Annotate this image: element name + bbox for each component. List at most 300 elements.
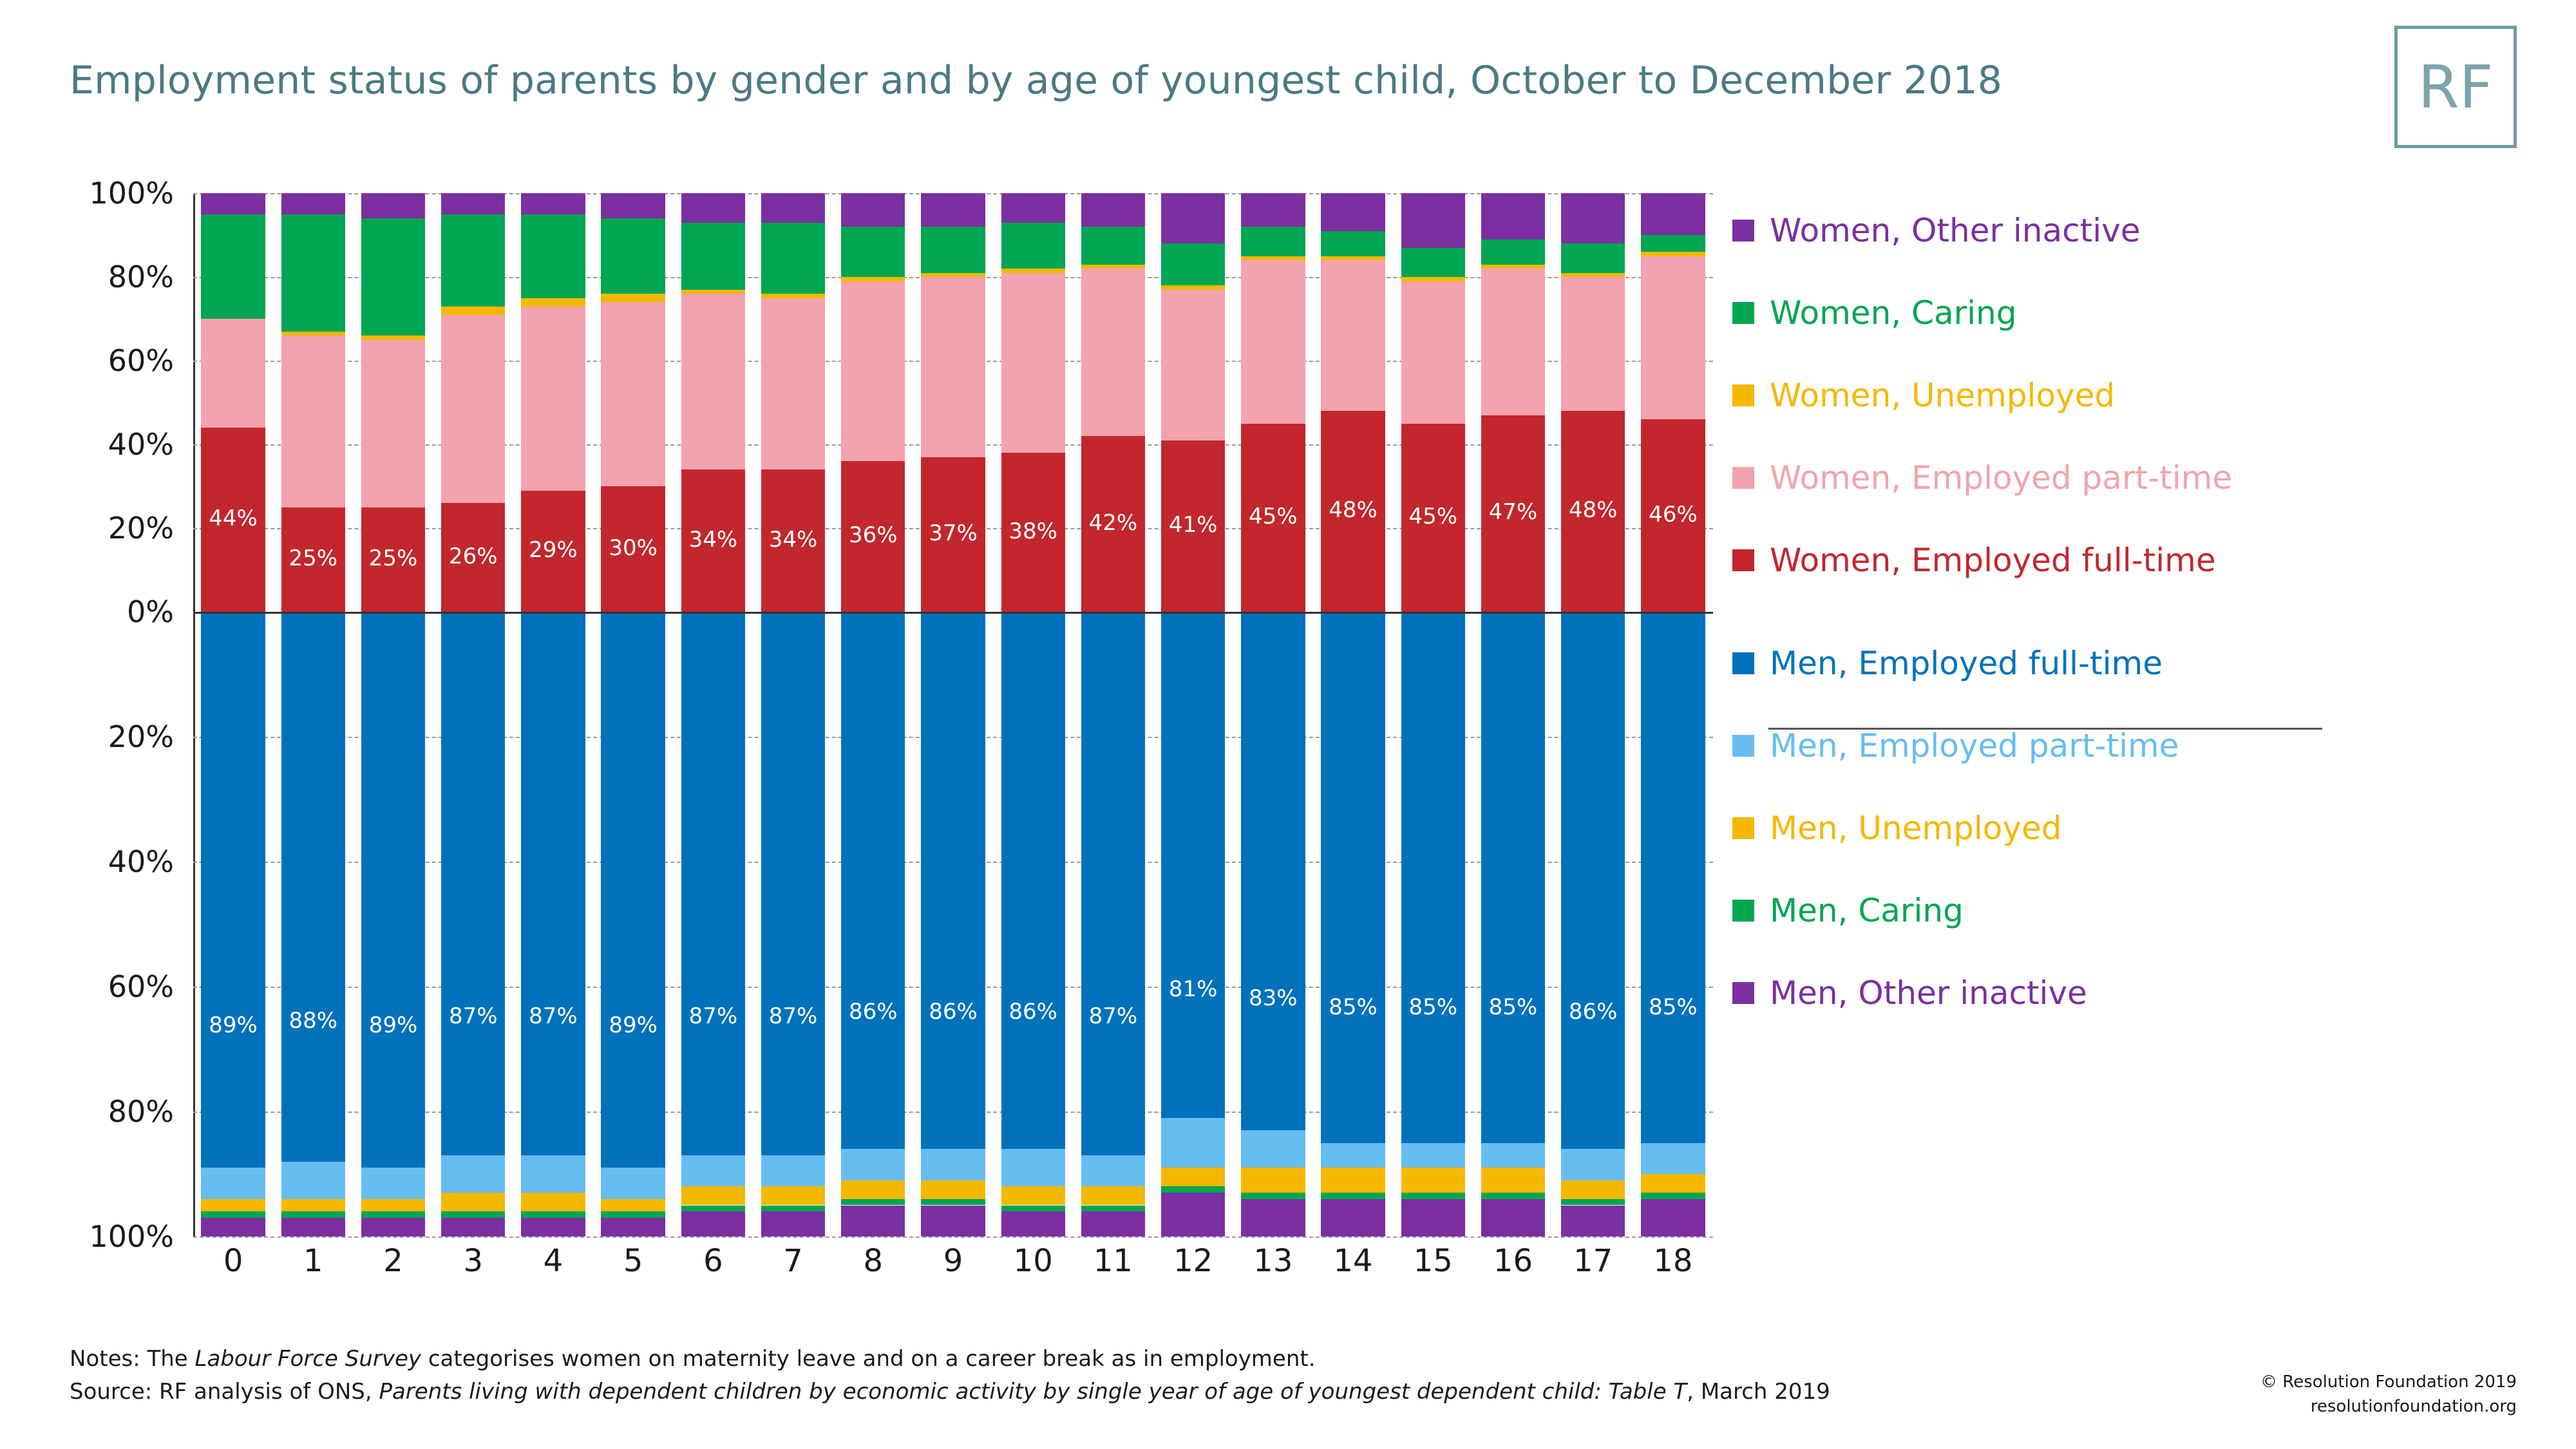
bar-column[interactable] [1001, 193, 1065, 1236]
legend-swatch-icon [1732, 982, 1754, 1004]
legend-swatch-icon [1732, 467, 1754, 489]
bar-segment[interactable] [441, 1218, 505, 1236]
bar-segment[interactable] [1561, 273, 1625, 278]
bar-segment[interactable] [521, 1155, 585, 1193]
bar-segment[interactable] [1641, 256, 1705, 420]
x-axis-tick: 2 [383, 1243, 403, 1279]
bar-segment[interactable] [1401, 193, 1465, 248]
y-axis-tick: 20% [108, 719, 174, 754]
notes-line-1-b: categorises women on maternity leave and on a career break as in employment. [421, 1346, 1316, 1372]
bar-segment[interactable] [841, 227, 905, 277]
notes-line-2-b: , March 2019 [1687, 1379, 1830, 1405]
bar-segment[interactable] [1241, 1130, 1305, 1168]
notes-line-2 [70, 1376, 1830, 1408]
bar-segment[interactable] [1081, 1155, 1145, 1187]
bar-segment[interactable] [441, 315, 505, 504]
bar-column[interactable] [761, 193, 825, 1236]
bar-value-label: 25% [368, 545, 418, 571]
legend-swatch-icon [1732, 302, 1754, 324]
legend-item-label: Women, Unemployed [1770, 377, 2116, 414]
bar-segment[interactable] [361, 1218, 425, 1236]
bar-segment[interactable] [1641, 1199, 1705, 1236]
bar-segment[interactable] [1561, 243, 1625, 273]
bar-segment[interactable] [681, 223, 745, 290]
bar-value-label: 87% [448, 1003, 498, 1029]
notes-line-2-a: Source: RF analysis of ONS, [70, 1379, 379, 1405]
bar-segment[interactable] [761, 1155, 825, 1187]
bar-segment[interactable] [681, 290, 745, 294]
bar-segment[interactable] [601, 218, 665, 294]
bar-segment[interactable] [761, 1206, 825, 1212]
legend-item-label: Women, Employed full-time [1770, 542, 2216, 579]
bar-segment[interactable] [1321, 260, 1385, 411]
bar-column[interactable] [521, 193, 585, 1236]
bar-column[interactable] [1561, 193, 1625, 1236]
bar-segment[interactable] [361, 1211, 425, 1218]
y-axis-tick: 0% [127, 594, 174, 629]
bar-value-label: 88% [289, 1007, 338, 1034]
bar-value-label: 48% [1568, 497, 1618, 523]
bar-column[interactable] [681, 193, 745, 1236]
x-axis-tick: 4 [543, 1243, 564, 1279]
x-axis-tick: 7 [783, 1243, 803, 1279]
x-axis-tick: 13 [1253, 1243, 1293, 1279]
bar-segment[interactable] [361, 612, 425, 1168]
bar-column[interactable] [1081, 193, 1145, 1236]
x-axis-tick: 12 [1173, 1243, 1213, 1279]
bar-segment[interactable] [1001, 612, 1065, 1149]
bar-segment[interactable] [1481, 1199, 1545, 1236]
bar-segment[interactable] [1401, 1193, 1465, 1199]
bar-segment[interactable] [681, 1211, 745, 1236]
gridline [193, 1236, 1713, 1238]
bar-segment[interactable] [1401, 277, 1465, 281]
bar-segment[interactable] [1481, 269, 1545, 415]
legend-swatch-icon [1732, 817, 1754, 839]
bar-segment[interactable] [1481, 1193, 1545, 1199]
bar-segment[interactable] [1561, 1180, 1625, 1199]
bar-segment[interactable] [521, 214, 585, 298]
bar-value-label: 34% [688, 526, 738, 553]
bar-segment[interactable] [761, 294, 825, 298]
bar-value-label: 87% [1088, 1003, 1138, 1029]
bar-segment[interactable] [1081, 227, 1145, 265]
bar-value-label: 36% [848, 522, 898, 548]
bar-segment[interactable] [921, 1199, 985, 1206]
bar-segment[interactable] [1081, 269, 1145, 436]
bar-segment[interactable] [1161, 193, 1225, 243]
bar-value-label: 85% [1488, 994, 1538, 1020]
credit-line-1: © Resolution Foundation 2019 [2260, 1372, 2517, 1392]
bar-segment[interactable] [201, 193, 265, 214]
bar-segment[interactable] [201, 1168, 265, 1199]
bar-segment[interactable] [1001, 1206, 1065, 1212]
bar-segment[interactable] [1641, 193, 1705, 235]
bar-segment[interactable] [1081, 1206, 1145, 1212]
bar-segment[interactable] [1561, 1206, 1625, 1237]
bar-value-label: 87% [768, 1003, 818, 1029]
bar-segment[interactable] [521, 612, 585, 1155]
bar-segment[interactable] [521, 298, 585, 307]
bar-segment[interactable] [361, 193, 425, 218]
bar-segment[interactable] [361, 1168, 425, 1199]
bar-value-label: 87% [529, 1003, 578, 1029]
bar-segment[interactable] [361, 340, 425, 507]
bar-column[interactable] [1161, 193, 1225, 1236]
bar-segment[interactable] [521, 1218, 585, 1236]
legend-swatch-icon [1732, 735, 1754, 757]
notes-line-1-a: Notes: The [70, 1346, 195, 1372]
bar-segment[interactable] [921, 227, 985, 273]
bar-value-label: 45% [1249, 503, 1298, 529]
bar-segment[interactable] [1401, 1168, 1465, 1193]
bar-segment[interactable] [761, 223, 825, 294]
bar-segment[interactable] [361, 336, 425, 340]
bar-segment[interactable] [1401, 281, 1465, 424]
bar-column[interactable] [1481, 193, 1545, 1236]
notes-line-1-italic: Labour Force Survey [194, 1346, 422, 1372]
bar-segment[interactable] [1081, 1186, 1145, 1205]
y-axis-tick: 100% [89, 176, 174, 211]
bar-segment[interactable] [441, 612, 505, 1155]
bar-segment[interactable] [201, 1211, 265, 1218]
bar-column[interactable] [361, 193, 425, 1236]
bar-segment[interactable] [1481, 193, 1545, 240]
legend-swatch-icon [1732, 384, 1754, 406]
bar-segment[interactable] [601, 1211, 665, 1218]
copyright-credit [2260, 1370, 2517, 1419]
rf-logo-text: RF [2418, 52, 2494, 122]
bar-column[interactable] [441, 193, 505, 1236]
legend-item[interactable] [1732, 975, 2087, 1011]
bar-segment[interactable] [1001, 223, 1065, 269]
bar-segment[interactable] [601, 302, 665, 486]
legend-swatch-icon [1732, 900, 1754, 922]
legend-item[interactable] [1732, 377, 2115, 413]
bar-segment[interactable] [601, 294, 665, 302]
bar-value-label: 86% [1568, 998, 1618, 1025]
bar-segment[interactable] [521, 307, 585, 491]
chart-legend [1732, 213, 2537, 1101]
y-axis-tick: 60% [108, 969, 174, 1004]
bar-segment[interactable] [201, 1199, 265, 1211]
bar-segment[interactable] [921, 612, 985, 1149]
x-axis-tick: 3 [463, 1243, 483, 1279]
legend-item[interactable] [1732, 893, 1964, 929]
bar-segment[interactable] [1401, 612, 1465, 1143]
bar-segment[interactable] [681, 1206, 745, 1212]
bar-segment[interactable] [1241, 612, 1305, 1130]
bar-segment[interactable] [201, 1218, 265, 1236]
bar-value-label: 85% [1649, 994, 1698, 1020]
x-axis-tick: 10 [1013, 1243, 1053, 1279]
bar-value-label: 85% [1329, 994, 1378, 1020]
legend-item[interactable] [1732, 728, 2179, 764]
bar-segment[interactable] [681, 193, 745, 223]
bar-segment[interactable] [1161, 1168, 1225, 1186]
bar-value-label: 47% [1488, 499, 1538, 526]
bar-segment[interactable] [1241, 260, 1305, 424]
bar-segment[interactable] [841, 1149, 905, 1180]
y-axis-tick: 40% [108, 427, 174, 462]
bar-segment[interactable] [841, 1206, 905, 1237]
bar-segment[interactable] [921, 1180, 985, 1199]
y-axis-tick: 20% [108, 511, 174, 545]
bar-segment[interactable] [1081, 193, 1145, 227]
bar-segment[interactable] [1481, 240, 1545, 265]
x-axis-tick: 17 [1573, 1243, 1613, 1279]
bar-value-label: 38% [1009, 518, 1057, 544]
bar-segment[interactable] [1481, 1168, 1545, 1193]
bar-segment[interactable] [441, 1211, 505, 1218]
bar-segment[interactable] [1641, 1193, 1705, 1199]
bar-segment[interactable] [1641, 1143, 1705, 1175]
bar-segment[interactable] [1321, 1143, 1385, 1168]
rf-logo [2394, 26, 2517, 148]
bar-value-label: 26% [448, 543, 498, 569]
bar-value-label: 29% [529, 536, 578, 563]
bar-segment[interactable] [761, 1186, 825, 1205]
bar-value-label: 42% [1088, 509, 1138, 536]
bar-segment[interactable] [921, 273, 985, 278]
bar-segment[interactable] [761, 612, 825, 1155]
bar-segment[interactable] [1321, 1168, 1385, 1193]
bar-segment[interactable] [521, 1211, 585, 1218]
bar-segment[interactable] [1561, 277, 1625, 411]
bar-value-label: 81% [1168, 976, 1218, 1002]
y-axis-tick: 80% [108, 260, 174, 294]
bar-segment[interactable] [201, 214, 265, 319]
bar-segment[interactable] [441, 193, 505, 214]
bar-segment[interactable] [1161, 1118, 1225, 1168]
bar-segment[interactable] [441, 307, 505, 315]
bar-segment[interactable] [521, 1193, 585, 1211]
legend-item-label: Women, Other inactive [1770, 212, 2141, 249]
legend-item[interactable] [1732, 542, 2216, 578]
x-axis-labels [193, 1243, 1713, 1294]
x-axis-tick: 8 [863, 1243, 884, 1279]
bar-segment[interactable] [1321, 193, 1385, 231]
zero-axis-line [193, 612, 1713, 614]
bar-column[interactable] [601, 193, 665, 1236]
bar-column[interactable] [281, 193, 345, 1236]
bar-column[interactable] [841, 193, 905, 1236]
bar-value-label: 30% [609, 535, 658, 561]
bar-segment[interactable] [1241, 1193, 1305, 1199]
bar-column[interactable] [1321, 193, 1385, 1236]
x-axis-tick: 14 [1333, 1243, 1373, 1279]
bar-segment[interactable] [1321, 1193, 1385, 1199]
bar-segment[interactable] [281, 1211, 345, 1218]
bar-segment[interactable] [1321, 1199, 1385, 1236]
bar-segment[interactable] [841, 281, 905, 462]
bar-segment[interactable] [281, 214, 345, 332]
bar-segment[interactable] [281, 336, 345, 507]
bar-segment[interactable] [1161, 243, 1225, 285]
bar-segment[interactable] [1481, 612, 1545, 1143]
legend-item[interactable] [1732, 460, 2232, 496]
bar-segment[interactable] [1561, 193, 1625, 243]
bar-value-label: 45% [1408, 503, 1458, 529]
bar-segment[interactable] [201, 612, 265, 1168]
x-axis-tick: 11 [1093, 1243, 1133, 1279]
bar-segment[interactable] [521, 193, 585, 214]
bar-column[interactable] [1241, 193, 1305, 1236]
y-axis-tick: 60% [108, 343, 174, 378]
bar-segment[interactable] [681, 294, 745, 469]
legend-item-label: Men, Unemployed [1770, 810, 2062, 847]
y-axis-tick: 100% [89, 1219, 174, 1254]
x-axis-tick: 6 [703, 1243, 723, 1279]
bar-segment[interactable] [1401, 1143, 1465, 1168]
bar-segment[interactable] [1321, 612, 1385, 1143]
bar-segment[interactable] [1241, 227, 1305, 256]
bar-segment[interactable] [841, 1180, 905, 1199]
bar-segment[interactable] [1241, 1199, 1305, 1236]
bar-segment[interactable] [921, 277, 985, 457]
bar-segment[interactable] [1321, 231, 1385, 256]
bar-segment[interactable] [601, 1199, 665, 1211]
bar-segment[interactable] [1001, 193, 1065, 223]
bar-value-label: 86% [848, 998, 898, 1025]
bar-segment[interactable] [1161, 1186, 1225, 1193]
bar-segment[interactable] [1481, 265, 1545, 269]
chart-notes [70, 1343, 1830, 1408]
bar-segment[interactable] [281, 612, 345, 1162]
bar-segment[interactable] [1081, 1211, 1145, 1236]
bar-segment[interactable] [841, 1199, 905, 1206]
bar-segment[interactable] [1081, 612, 1145, 1155]
bar-segment[interactable] [361, 218, 425, 336]
bar-segment[interactable] [1641, 1174, 1705, 1193]
y-axis-tick: 80% [108, 1094, 174, 1129]
legend-item-label: Men, Employed part-time [1770, 727, 2179, 764]
x-axis-tick: 0 [223, 1243, 243, 1279]
bar-segment[interactable] [601, 1168, 665, 1199]
bar-segment[interactable] [761, 193, 825, 223]
bar-segment[interactable] [1001, 1186, 1065, 1205]
x-axis-tick: 5 [623, 1243, 643, 1279]
bar-segment[interactable] [841, 277, 905, 281]
bar-value-label: 87% [688, 1003, 738, 1029]
bar-value-label: 86% [1009, 998, 1057, 1025]
bar-segment[interactable] [761, 1211, 825, 1236]
bar-value-label: 89% [209, 1012, 258, 1038]
bar-segment[interactable] [1641, 252, 1705, 256]
bar-segment[interactable] [1241, 256, 1305, 261]
bar-segment[interactable] [1561, 1199, 1625, 1206]
x-axis-tick: 1 [303, 1243, 323, 1279]
bar-segment[interactable] [281, 332, 345, 336]
bar-segment[interactable] [601, 1218, 665, 1236]
bar-segment[interactable] [441, 214, 505, 307]
legend-item-label: Men, Caring [1770, 892, 1964, 929]
bar-segment[interactable] [1081, 265, 1145, 269]
bar-segment[interactable] [281, 1218, 345, 1236]
bar-segment[interactable] [1481, 1143, 1545, 1168]
bar-column[interactable] [1401, 193, 1465, 1236]
bar-value-label: 37% [929, 520, 978, 546]
legend-item[interactable] [1732, 645, 2163, 681]
bar-segment[interactable] [441, 1193, 505, 1211]
bar-segment[interactable] [921, 1206, 985, 1237]
bar-segment[interactable] [1001, 1149, 1065, 1186]
bar-segment[interactable] [1161, 612, 1225, 1118]
bar-segment[interactable] [1001, 273, 1065, 453]
bar-segment[interactable] [1241, 193, 1305, 227]
bar-segment[interactable] [921, 1149, 985, 1180]
bar-segment[interactable] [681, 1155, 745, 1187]
x-axis-tick: 9 [943, 1243, 963, 1279]
bar-value-label: 46% [1649, 501, 1698, 527]
legend-swatch-icon [1732, 652, 1754, 674]
credit-line-2: resolutionfoundation.org [2310, 1396, 2517, 1416]
bar-segment[interactable] [681, 612, 745, 1155]
bar-segment[interactable] [761, 298, 825, 470]
bar-value-label: 89% [368, 1012, 418, 1038]
bar-segment[interactable] [1561, 1149, 1625, 1180]
bar-segment[interactable] [1561, 612, 1625, 1149]
y-axis-line [193, 193, 195, 1236]
bar-segment[interactable] [1161, 285, 1225, 290]
bar-value-label: 86% [929, 998, 978, 1025]
bar-segment[interactable] [1401, 1199, 1465, 1236]
page-title: Employment status of parents by gender and by age of youngest child, October to December 2018 [70, 58, 2003, 103]
bar-segment[interactable] [1401, 248, 1465, 278]
bar-column[interactable] [1641, 193, 1705, 1236]
bar-value-label: 89% [609, 1012, 658, 1038]
bar-segment[interactable] [1001, 1211, 1065, 1236]
bar-segment[interactable] [1001, 269, 1065, 273]
x-axis-tick: 18 [1653, 1243, 1693, 1279]
bar-value-label: 85% [1408, 994, 1458, 1020]
legend-item-label: Men, Other inactive [1770, 974, 2087, 1012]
bar-segment[interactable] [1641, 235, 1705, 252]
bar-segment[interactable] [601, 193, 665, 218]
x-axis-tick: 15 [1413, 1243, 1453, 1279]
bar-segment[interactable] [841, 612, 905, 1149]
bar-segment[interactable] [361, 1199, 425, 1211]
legend-item[interactable] [1732, 295, 2016, 331]
legend-item-label: Men, Employed full-time [1770, 645, 2163, 682]
notes-line-1 [70, 1343, 1830, 1376]
bar-segment[interactable] [281, 1162, 345, 1199]
bar-segment[interactable] [281, 1199, 345, 1211]
bar-segment[interactable] [1241, 1168, 1305, 1193]
bar-segment[interactable] [841, 193, 905, 227]
legend-item[interactable] [1732, 213, 2140, 249]
bar-segment[interactable] [281, 193, 345, 214]
bar-segment[interactable] [441, 1155, 505, 1193]
bar-value-label: 41% [1168, 511, 1218, 538]
bar-segment[interactable] [1161, 290, 1225, 440]
legend-item[interactable] [1732, 810, 2061, 846]
bar-segment[interactable] [681, 1186, 745, 1205]
bar-segment[interactable] [1321, 256, 1385, 261]
plot-canvas [193, 193, 1713, 1236]
bar-segment[interactable] [1641, 612, 1705, 1143]
notes-line-2-italic: Parents living with dependent children by economic activity by single year of age of youngest dependent child: Table T [379, 1379, 1687, 1405]
bar-column[interactable] [921, 193, 985, 1236]
bar-segment[interactable] [201, 319, 265, 428]
x-axis-tick: 16 [1493, 1243, 1533, 1279]
bar-value-label: 34% [768, 526, 818, 553]
bar-segment[interactable] [1161, 1193, 1225, 1236]
bar-segment[interactable] [601, 612, 665, 1168]
bar-column[interactable] [201, 193, 265, 1236]
y-axis-labels [52, 176, 180, 1254]
bar-segment[interactable] [921, 193, 985, 227]
